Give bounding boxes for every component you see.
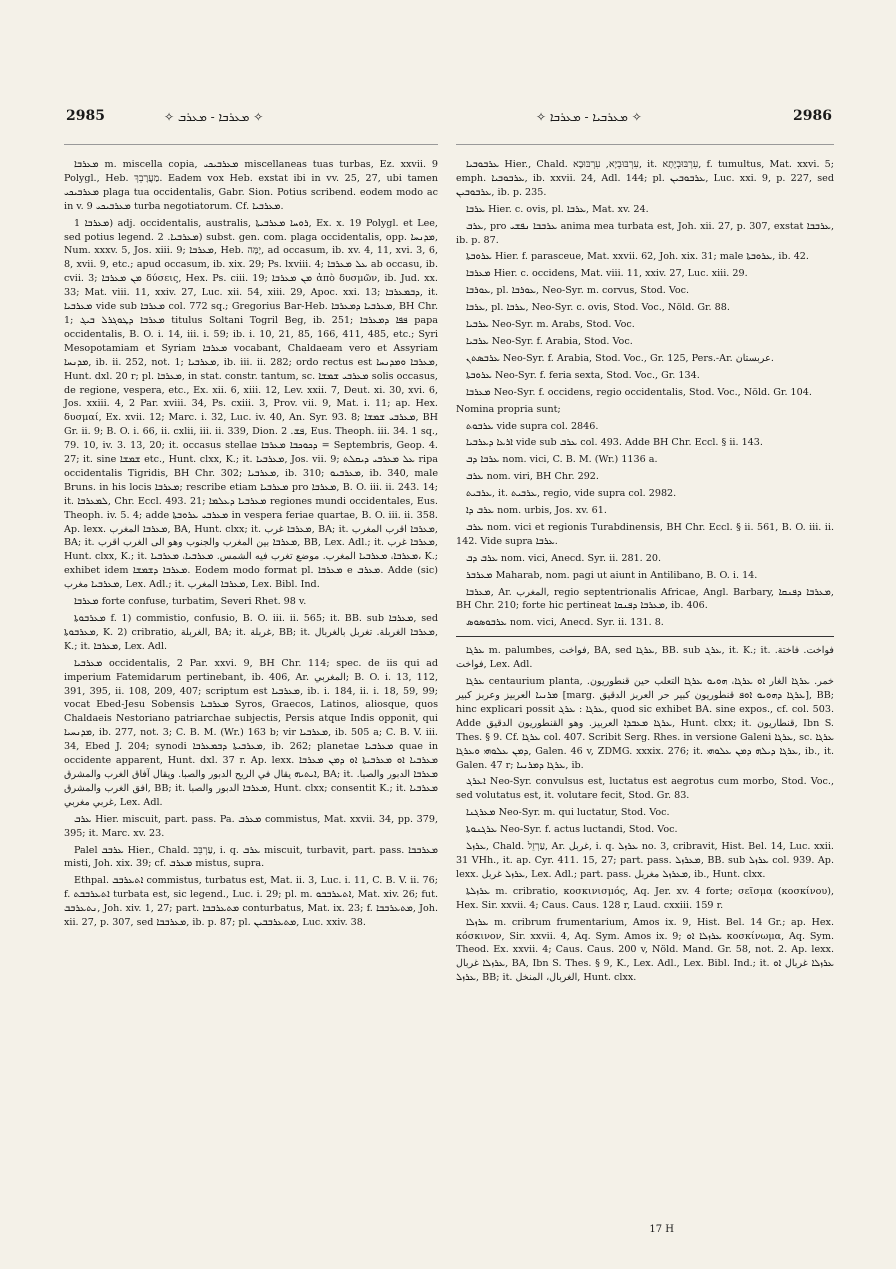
header-rule-right [456, 144, 834, 145]
dictionary-entry: ܥܪܒ ܕܐ nom. urbis, Jos. xv. 61. [466, 505, 607, 517]
dictionary-entry: ܥܪܒܐ, pl. ܥܪܒܐ, Neo-Syr. c. ovis, Stod. Voc., Nöld. Gr. 88. [466, 302, 730, 314]
dictionary-entry: ܡܥܪܒܐ 1) adj. occidentalis, australis, ܪܘܚܐ ܡܥܪܒܝܬܐ, Ex. x. 19 Polygl. et Lee, sed potius legend. ܡܥܪܒܝܐ. 2) subst. gen. com. plaga occidentalis, opp. ܡܕܢܚܐ, Num. xxxv. 5, Jos. xiii. 9; ܡܥܪܒܐ, Heb. יָמָּה, ad occasum, ib. xv. 4, 11, xvi. 3, 6, 8, xvii. 9, etc.; apud occasum, ib. xix. 29; Ps. lxviii. 4; ܥܠ ܡܥܪܒܐ ab occasu, ib. cvii. 3; ܡܢ ܡܥܪܒܐ δύσεις, Hex. Ps. ciii. 19; ܡܢ ܡܥܪܒܐ ἀπὸ δυσμῶν, ib. Jud. xx. 33; Mat. viii. 11, xxiv. 27, Luc. xii. 54, xiii. 29, Apoc. xxi. 13; ܕܒܡܥܪܒܐ, it. ܡܥܪܒܝܐ vide sub ܡܥܪܒܐ col. 772 sq.; Gregorius Bar-Heb. ܡܥܪܒܝܐ ܕܡܥܪܒܐ, BH Chr. 1; ܡܥܪܒܐ ܕܛܘܓܪܠ ܒܝܓ titulus Soltani Togril Beg, ib. 251; ܦܦܐ ܕܡܥܪܒܐ papa occidentalis, B. O. i. 14, iii. i. 59; ib. i. 10, 21, 85, 166, 411, 485, etc.; Syri Mesopotamiam et Syriam ܡܥܪܒܐ vocabant, Chaldaeam vero et Assyriam ܡܕܢܚܐ, ib. ii. 252, not. 1; ܡܥܪܒܝܐ, ib. iii. ii. 282; ordo rectus est ܡܥܪܒܐ ܘܡܕܢܚܐ, Hunt. dxl. 20 r; pl. ܡܥܪܒܐ, in stat. constr. tantum, sc. ܡܥܪܒܝ ܫܡܫܐ solis occasus, de regione, vespera, etc., Ex. xii. 6, xiii. 12, Lev. xxii. 7, Deut. xi. 30, xvi. 6, Jos. xxiii. 4, 2 Par. xviii. 34, Ps. cxiii. 3, Prov. vii. 9, Mat. i. 11; ap. Hex. δυσμαί, Ex. xvii. 12; Marc. i. 32, Luc. iv. 40, An. Syr. 93. 8; ܡܥܪܒܝ ܫܡܫܐ, BH Gr. ii. 9; B. O. i. 66, ii. cxlii, iii. ii. 339, Dion. ܦܫ. 2, Eus. Theoph. iii. 34. 1 sq., 79. 10, iv. 3. 13, 20; it. occasus stellae ܕܟܘܟܒܐ ܡܥܪܒܐ = Septembris, Geop. 4. 27; it. sine ܫܡܫܐ etc., Hunt. clxx, K.; it. ܡܥܪܒܝܐ, Jos. vii. 9; ܥܠ ܡܥܪܒܝ ܕܝܩܠܬ ripa occidentalis Tigridis, BH Chr. 302; ܡܥܪܒܝܐ, ib. 310; ܡܥܪܒܝܘ, ib. 340, male Bruns. in his locis ܡܥܪܒܐ; rescribe etiam ܡܥܪܒܝܐ pro ܡܥܪܒܐ, B. O. iii. ii. 243. 14; it. ܠܡܥܪܒܐ, Chr. Eccl. 493. 21; ܡܥܪܒܝܐ ܕܥܠܡܐ regiones mundi occidentales, Eus. Theoph. iv. 5. 4; adde ܡܥܪܒܝ ܥܪܘܒܬܐ in vespera feriae quartae, B. O. iii. ii. 358. Ap. lexx. ܡܥܪܒܐ المغرب, BA, Hunt. clxx; it. ܡܥܪܒܐ غرب, BA; it. ܡܥܪܒܐ اقرب المغرب, BA; it. ܡܥܪܒܐ بين المغرب والجنوب وهو الى الغرب اقرب, BB, Lex. Adl.; it. ܡܥܪܒܐ غرب, Hunt. clxx, K.; it. ܡܥܪܒܐ، ܡܥܪܒܝܐ المغرب. موضع تغرب فيه الشمس. ܡܥܪܒܝܐ، ܡܥܪܒܝܐ، K.; exhibet idem ܡܥܪܒܐ ܕܫܡܫܐ. Eodem modo format pl. ܡܥܪܒܐ e ܡܥܪܒ. Adde (sic) ܡܥܪܒܝܐ مغرب, Lex. Adl.; it. ܡܥܪܒܐ المغرب, Lex. Bibl. Ind. [64, 217, 439, 591]
running-header [66, 108, 832, 130]
dictionary-entry: ܥܪܓܐ m. palumbes, فواخت, BA, sed ܥܪܓܐ, BB. sub ܥܪܓ, it. K.; it. فواخت. فاختة. فواخت, Lex. Adl. [456, 645, 834, 671]
right-running-title: ✧ ܡܥܪܒܝܐ - ܡܥܪܒܐ ✧ [536, 110, 642, 124]
left-column [64, 158, 438, 933]
header-rule-left [64, 144, 438, 145]
dictionary-entry: ܥܪܒܐ Hier. c. ovis, pl. ܥܪܒܐ, Mat. xv. 24. [466, 203, 649, 215]
dictionary-entry: ܥܪܓܐ centaurium planta, ﺧﻤﺮ. ܥܪܓܐ ﺍﻟﻐﺎﺭ ܐܘ ܥܪܓܐ، ܗܘܝܘ ܥܪܓܐ ﺍﻟﺘﻌﻠﺐ ﺣﻴﻦ قنطوريون. ܡܪܢܝܐ ﺍﻟﻌﺮﺑﻴﺰ ﻭﻋﺮﺑﺰ ﻛﺒﻴﺮ [marg. ܥܪܓܐ ܕܗܘܝܘ ܐܘܦ قنطوريون كبير ﺣﺮ ﺍﻟﻌﺮﺑﺰ ﺍﻟﺪﻗﻴﻖ], BB; hinc explicari possit ܥܪܓܐ : ܥܪܓ, quod sic exhibet BA. sine expos., cf. col. 503. Adde ܥܪܓܐ ܡܥܒܕܐ العربيز. وهو القنطوريون الدقيق, Hunt. clxx; it. قنطاريون, Ibn S. Thes. § 9. Cf. ܥܪܓܐ col. 407. Scribit Serg. Rhes. in versione Galeni ܥܪܓܐ, sc. ܥܪܓܐ ܕܡܢ ܥܠܘܗܝ ܘܥܪܓܐ, Galen. 46 v, ZDMG. xxxix. 276; it. ܥܪܓܐ ܕܝܠܗ ܕܡܢ ܥܠܘܗܝ, ib., it. Galen. 47 r; ܥܪܓܐ ܕܡܪܢܝܐ, ib. [456, 676, 835, 771]
dictionary-entry: ܡܥܪܒܐ forte confuse, turbatim, Severi Rhet. 98 v. [74, 596, 307, 608]
right-column [456, 158, 834, 988]
dictionary-entry: ܡܥܪܒܐ Neo-Syr. f. occidens, regio occidentalis, Stod. Voc., Nöld. Gr. 104. [466, 386, 812, 398]
dictionary-entry: ܥܪܒܘܣܘܣ nom. vici, Anecd. Syr. ii. 131. 8. [466, 617, 664, 629]
dictionary-entry: Nomina propria sunt; [456, 403, 561, 415]
dictionary-entry: ܥܪܒܝܬ, it. ܥܪܒܝܬ, regio, vide supra col. 2982. [466, 488, 677, 500]
right-page-number: 2986 [793, 108, 832, 124]
dictionary-entry: ܥܪܒ ܕܒ nom. vici, Anecd. Syr. ii. 281. 20. [466, 552, 662, 564]
dictionary-entry: ܥܪܒܘܒܝܐ Hier., Chald. עִרְבּוּבְיָא, עִרְבּוּבָא, it. עִרְבּוּבְיָתָא, f. tumultus, Mat. xxvi. 5; emph. ܥܪܒܘܒܝܐ, ib. xxvii. 24, Adl. 144; pl. ܥܪܒܘܒܝܢ, Luc. xxi. 9, p. 227, sed ܥܪܒܘܒܝܢ, ib. p. 235. [456, 159, 834, 198]
dictionary-entry: ܥܘܪܒܐ, pl. ܥܘܪܒܐ, Neo-Syr. m. corvus, Stod. Voc. [466, 285, 690, 297]
dictionary-entry: ܥܪܙܠ, Chald. עַרְזֵל, Ar. غربل, i. q. ܥܪܙܠ no. 3, cribravit, Hist. Bel. 14, Luc. xxii. 31 VHh., it. ap. Cyr. 411. 15, 27; part. pass. ܡܥܪܙܠ, BB. sub ܥܪܙܠ col. 939. Ap. lexx. ܥܪܙܠ غربل, Lex. Adl.; part. pass. ܡܥܪܙܠ مغربل, ib., Hunt. clxx. [456, 841, 835, 880]
dictionary-entry: ܡܥܪܒܪ Maharab, nom. pagi ut aiunt in Antilibano, B. O. i. 14. [466, 569, 758, 581]
dictionary-entry: ܡܥܪܒܐ m. miscella copia, ܡܥܪܒܝܟܝ miscellaneas tuas turbas, Ez. xxvii. 9 Polygl., Heb. מַעֲרָבֵךְ. Eadem vox Heb. exstat ibi in vv. 25, 27, ubi tamen ܡܥܪܒܝܟܝ plaga tua occidentalis, Gabr. Sion. Potius scribend. eodem modo ac in v. 9 ܡܥܪܒܝܟܝ turba negotiatorum. Cf. ܡܥܪܒܝܐ. [64, 159, 438, 212]
dictionary-entry: Palel ܥܪܒܒ Hier., Chald. עַרְבֵּב, i. q. ܥܪܒ miscuit, turbavit, part. pass. ܡܥܪܒܒܐ misti, Joh. xix. 39; cf. ܡܥܪܒ mistus, supra. [64, 844, 438, 870]
dictionary-entry: ܥܪܒܝܐ Neo-Syr. f. Arabia, Stod. Voc. [466, 335, 633, 347]
dictionary-entry: ܐܥܪܓ Neo-Syr. convulsus est, luctatus est aegrotus cum morbo, Stod. Voc., sed volutatus est, it. volutare fecit, Stod. Gr. 83. [456, 776, 834, 802]
dictionary-entry: ܥܪܒ nom. vici et regionis Turabdinensis, BH Chr. Eccl. § ii. 561, B. O. iii. ii. 142. Vide supra ܥܪܒܐ. [456, 521, 834, 547]
left-running-title: ✧ ܡܥܪܒܐ - ܡܥܪܒ ✧ [164, 110, 264, 124]
dictionary-entry: ܡܥܪܓܢܐ Neo-Syr. m. qui luctatur, Stod. Voc. [466, 807, 670, 819]
dictionary-entry: ܥܪܒ Hier. miscuit, part. pass. Pa. ܡܥܪܒ commistus, Mat. xxvii. 34, pp. 379, 395; it. Marc. xv. 23. [64, 813, 438, 839]
dictionary-entry: ܥܪܒܝܐ Neo-Syr. m. Arabs, Stod. Voc. [466, 319, 635, 331]
dictionary-entry: ܡܥܪܒܐ Hier. c. occidens, Mat. viii. 11, xxiv. 27, Luc. xiii. 29. [466, 268, 748, 280]
dictionary-entry: ܥܪܒܘܬ vide supra col. 2846. [466, 420, 599, 432]
dictionary-entry: ܥܪܓܢܘܬܐ Neo-Syr. f. actus luctandi, Stod. Voc. [466, 824, 678, 836]
section-divider [456, 636, 834, 637]
dictionary-entry: ܥܪܒܐ ܕܒ nom. vici, C. B. M. (Wr.) 1136 a. [466, 454, 658, 466]
left-page-number: 2985 [66, 108, 105, 124]
dictionary-entry: ܥܪܘܒܬܐ Neo-Syr. f. feria sexta, Stod. Voc., Gr. 134. [466, 369, 700, 381]
dictionary-entry: ܥܪܘܒܬܐ Hier. f. parasceue, Mat. xxvii. 62, Joh. xix. 31; male ܥܪܘܒܬܐ, ib. 42. [466, 251, 809, 263]
dictionary-entry: ܥܪܒܣܬܢ Neo-Syr. f. Arabia, Stod. Voc., Gr. 125, Pers.-Ar. عربستان. [466, 352, 774, 364]
dictionary-entry: ܥܪܙܠܬܐ m. cribratio, κοσκινισμός, Aq. Jer. xv. 4 forte; σεῖσμα (κοσκίνου), Hex. Sir. xxvii. 4; Caus. Caus. 128 r, Laud. cxxiii. 159 r. [456, 885, 834, 911]
dictionary-entry: ܥܪܙܠܐ m. cribrum frumentarium, Amos ix. 9, Hist. Bel. 14 Gr.; ap. Hex. κόσκινον, Sir. xxvii. 4, Aq. Sym. Amos ix. 9; ܥܪܙܠܐ ܐܘ κοσκίνωμα, Aq. Sym. Theod. Ex. xxvii. 4; Caus. Caus. 200 v, Nöld. Mand. Gr. 58, not. 2. Ap. lexx. ܥܪܙܠܐ غربال, BA, Ibn S. Thes. § 9, K., Lex. Adl., Lex. Bibl. Ind.; it. ܥܪܙܠܐ غربال ܐܘ ܥܪܙܠ, BB; it. الغربال، المنخل, Hunt. clxx. [456, 916, 835, 984]
dictionary-entry: ܡܥܪܒܘܬܐ f. 1) commistio, confusio, B. O. iii. ii. 565; it. BB. sub ܡܥܪܒܐ, sed ܡܥܪܒܘܬܐ, K. 2) cribratio, الغربلة, BA; it. غربلة, BB; it. ܡܥܪܒܐ الغربلة. تغربل بالغربال, K.; it. ܡܥܪܒܐ, Lex. Adl. [64, 613, 438, 652]
dictionary-entry: ܥܪܒ, pro ܥܪܒܒܐ ܢܦܫܝ anima mea turbata est, Joh. xii. 27, p. 307, exstat ܥܪܒܒܐ, ib. p. 87. [456, 220, 834, 246]
dictionary-entry: ܐܪܥܐ ܕܥܪܒܝܐ vide sub ܥܪܒ col. 493. Adde BH Chr. Eccl. § ii. 143. [466, 437, 763, 449]
dictionary-entry: ܡܥܪܒܐ, Ar. المغرب, regio septentrionalis Africae, Angl. Barbary, ܡܥܪܒܐ ܕܦܢܩܐ, BH Chr. 210; forte hic pertineat ܡܥܪܒܐ ܕܦܢܩܐ, ib. 406. [456, 586, 834, 612]
sheet-signature: 17 H [649, 1224, 674, 1235]
dictionary-entry: Ethpal. ܐܬܥܪܒܒ commistus, turbatus est, Mat. ii. 3, Luc. i. 11, C. B. V. ii. 76; f. ܐܬܥܪܒܒܬ turbata est, sic legend., Luc. i. 29; pl. m. ܐܬܥܪܒܒܘ, Mat. xiv. 26; fut. ܢܬܥܪܒܒ, Joh. xiv. 1, 27; part. ܡܬܥܪܒܒܐ conturbatus, Mat. ix. 23; f. ܡܬܥܪܒܒܐ, Joh. xii. 27, p. 307, sed ܡܥܪܒܒܐ, ib. p. 87; pl. ܡܬܥܪܒܒܝܢ, Luc. xxiv. 38. [64, 875, 439, 929]
dictionary-entry: ܥܪܒ nom. viri, BH Chr. 292. [466, 471, 599, 483]
dictionary-entry: ܡܥܪܒܝܐ occidentalis, 2 Par. xxvi. 9, BH Chr. 114; spec. de iis qui ad imperium Fatemidarum pertinebant, ib. 406, Ar. المغربي; B. O. i. 13, 112, 391, 395, ii. 108, 209, 407; scriptum est ܡܥܪܒܝܐ, ib. i. 184, ii. i. 18, 59, 99; vocat Ebed-Jesu Sobensis ܡܥܪܒܝܐ Syros, Graecos, Latinos, aliosque, quos Chaldaeis Nestoriano patriarchae subjectis, Persis atque Indis opponit, qui ܡܕܢܚܝܐ, ib. 277, not. 3; C. B. M. (Wr.) 163 b; vir ܡܥܪܒܝܐ, ib. 505 a; C. B. V. iii. 34, Ebed J. 204; synodi ܡܥܪܒܝܬܐ ܕܒܡܥܪܒܐ, ib. 262; planetae ܡܥܪܒܝܐ quae in occidente apparent, Hunt. dxl. 37 r. Ap. lexx. ܡܥܪܒܝܐ ܐܘ ܡܥܪܒܝܬܐ ܐܘ ܕܡܢ ܡܥܪܒܐ ܐܝܬܝܗ يقال في الريح الدبور والصبا. ويقال آفاق الغرب والمشرق, BA; it. ܡܥܪܒܐ الدبور والصبا. افق الغرب والمشرق, BB; it. ܡܥܪܒܐ الدبور والصبا, Hunt. clxx; consentit K.; it. ܡܥܪܒܝܐ غربي مغربي, Lex. Adl. [64, 657, 439, 808]
